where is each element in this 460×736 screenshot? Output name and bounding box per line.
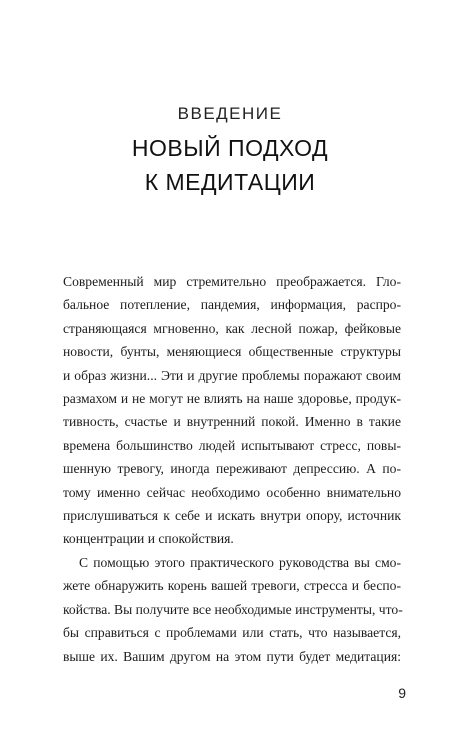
chapter-title-line: НОВЫЙ ПОДХОД — [131, 135, 329, 161]
text-line: бальное потепление, пандемия, информация, распро- — [63, 297, 401, 313]
page-number: 9 — [398, 685, 406, 701]
chapter-title-line: К МЕДИТАЦИИ — [144, 169, 316, 195]
text-line: тивность, счастье и внутренний покой. Именно в такие — [63, 414, 401, 430]
text-line: страняющаяся мгновенно, как лесной пожар, фейковые — [63, 320, 401, 336]
paragraph — [63, 270, 401, 551]
text-line: и образ жизни... Эти и другие проблемы поражают своим — [63, 367, 401, 383]
paragraph — [63, 551, 401, 668]
text-line: выше их. Вашим другом на этом пути будет медитация: — [63, 648, 401, 664]
chapter-kicker: ВВЕДЕНИЕ — [177, 104, 283, 123]
text-line: Современный мир стремительно преображается. Гло- — [63, 274, 401, 289]
text-line: размахом и не могут не влиять на наше здоровье, продук- — [63, 391, 401, 407]
text-line: концентрации и спокойствия. — [63, 531, 234, 547]
text-line: бы справиться с проблемами или стать, что называется, — [63, 625, 401, 641]
text-line: жете обнаружить корень вашей тревоги, стресса и беспо- — [63, 578, 401, 594]
text-line: С помощью этого практического руководства вы смо- — [79, 554, 401, 570]
text-line: времена большинство людей испытывают стресс, повы- — [63, 437, 401, 453]
body-text — [63, 270, 401, 668]
text-line: прислушиваться к себе и искать внутри опору, источник — [63, 508, 401, 524]
text-line: шенную тревогу, иногда переживают депрессию. А по- — [63, 461, 401, 477]
text-line: новости, бунты, меняющиеся общественные структуры — [63, 344, 401, 360]
text-line: тому именно сейчас необходимо особенно внимательно — [63, 484, 401, 500]
text-line: койства. Вы получите все необходимые инструменты, что- — [63, 601, 403, 617]
chapter-title — [0, 131, 460, 199]
